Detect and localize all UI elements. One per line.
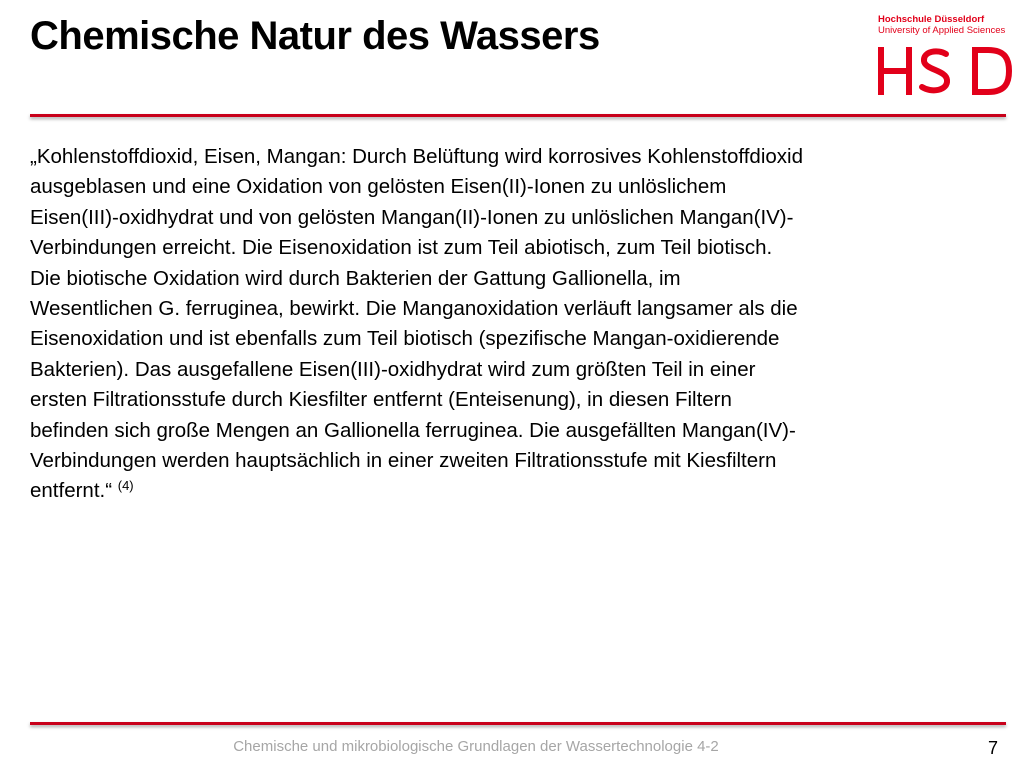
paragraph-line: Verbindungen werden hauptsächlich in einer zweiten Filtrationsstufe mit Kiesfiltern <box>30 449 777 473</box>
last-line-text: entfernt.“ <box>30 479 118 503</box>
paragraph-line: Die biotische Oxidation wird durch Bakterien der Gattung Gallionella, im <box>30 266 681 290</box>
hsd-logo <box>876 4 1012 94</box>
paragraph-last-line <box>30 476 996 506</box>
header-divider <box>30 114 1006 117</box>
paragraph-line: Eisenoxidation und ist ebenfalls zum Teil biotisch (spezifische Mangan-oxidierende <box>30 327 780 351</box>
hsd-wordmark-icon <box>876 46 1012 96</box>
paragraph-line: Bakterien). Das ausgefallene Eisen(III)-oxidhydrat wird zum größten Teil in einer <box>30 357 756 381</box>
paragraph-line: ausgeblasen und eine Oxidation von gelösten Eisen(II)-Ionen zu unlöslichem <box>30 175 727 199</box>
paragraph-line: „Kohlenstoffdioxid, Eisen, Mangan: Durch Belüftung wird korrosives Kohlenstoffdioxid <box>30 145 803 168</box>
logo-institution-name: Hochschule Düsseldorf <box>878 14 985 25</box>
paragraph-line: Eisen(III)-oxidhydrat und von gelösten Mangan(II)-Ionen zu unlöslichen Mangan(IV)- <box>30 205 794 229</box>
paragraph-line: befinden sich große Mengen an Gallionella ferruginea. Die ausgefällten Mangan(IV)- <box>30 418 796 442</box>
footer-divider <box>30 722 1006 725</box>
slide-title: Chemische Natur des Wassers <box>30 14 600 58</box>
paragraph-line: Verbindungen erreicht. Die Eisenoxidation ist zum Teil abiotisch, zum Teil biotisch. <box>30 236 773 260</box>
logo-institution-subtitle: University of Applied Sciences <box>878 25 1006 36</box>
footer-course-title: Chemische und mikrobiologische Grundlagen der Wassertechnologie 4-2 <box>233 738 719 755</box>
paragraph-line: ersten Filtrationsstufe durch Kiesfilter entfernt (Enteisenung), in diesen Filtern <box>30 388 732 412</box>
citation-reference: (4) <box>117 478 134 494</box>
paragraph-line: Wesentlichen G. ferruginea, bewirkt. Die Manganoxidation verläuft langsamer als die <box>30 297 798 321</box>
page-number: 7 <box>988 738 999 758</box>
quote-paragraph <box>30 142 996 507</box>
